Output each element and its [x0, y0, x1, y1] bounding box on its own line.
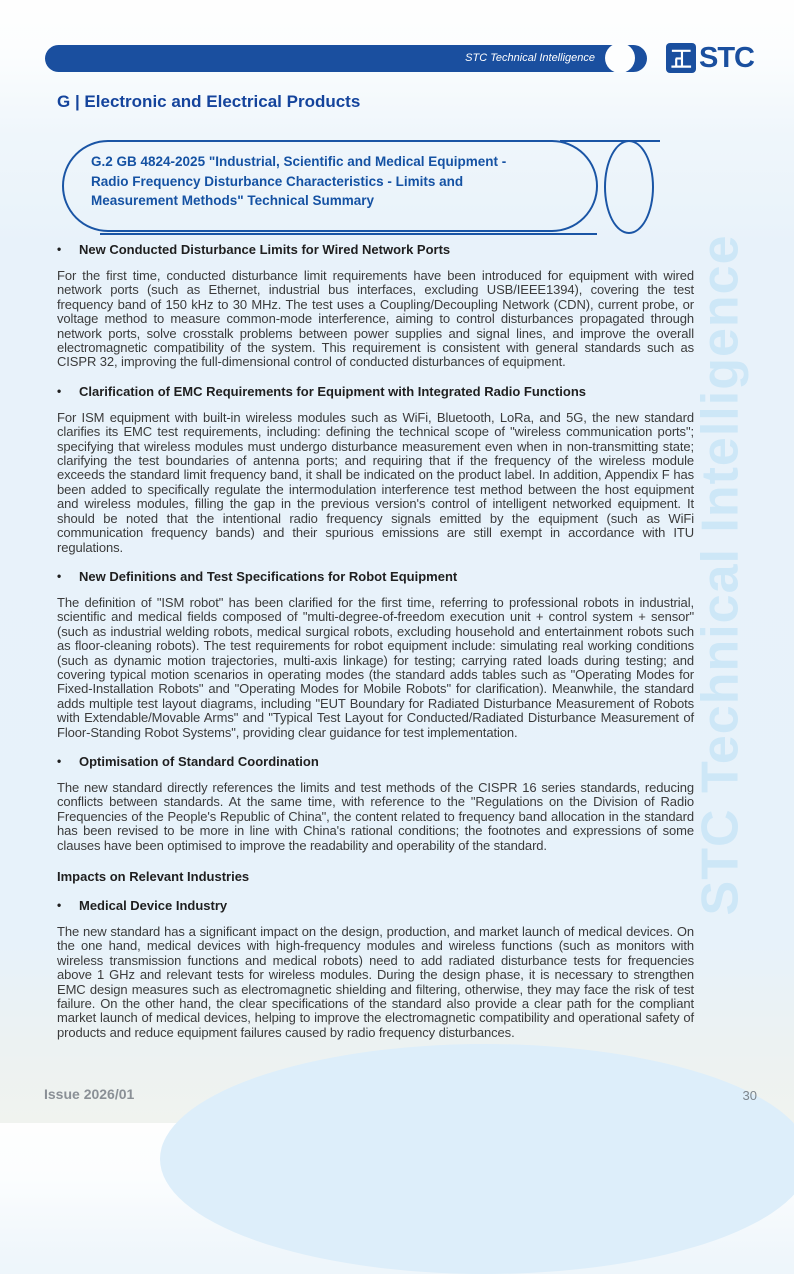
industries-impact-heading: Impacts on Relevant Industries [57, 869, 250, 884]
article-title-line: Measurement Methods" Technical Summary [91, 193, 374, 208]
header-banner-label: STC Technical Intelligence [465, 52, 595, 64]
bottom-decorative-ellipse [160, 1044, 794, 1274]
section-heading [57, 242, 694, 257]
stc-logo-text: STC [699, 42, 754, 74]
bullet-icon: • [57, 242, 62, 256]
watermark-vertical-text: STC Technical Intelligence [691, 234, 750, 916]
section-heading-label: New Definitions and Test Specifications for Robot Equipment [79, 568, 458, 584]
footer-issue-label: Issue 2026/01 [44, 1086, 135, 1102]
title-box-underline [100, 233, 597, 235]
header-banner-notch [605, 43, 635, 73]
zheng-character-icon [666, 43, 696, 73]
section-heading [57, 754, 694, 769]
article-title-line: Radio Frequency Disturbance Characteristics - Limits and [91, 173, 464, 189]
section-heading-label: Medical Device Industry [79, 898, 228, 913]
bullet-icon: • [57, 898, 62, 912]
article-body [57, 242, 694, 1040]
section-heading [57, 898, 694, 913]
article-title-line: G.2 GB 4824-2025 "Industrial, Scientific and Medical Equipment - [91, 154, 507, 169]
section-heading-label: Clarification of EMC Requirements for Equipment with Integrated Radio Functions [79, 383, 587, 399]
bullet-icon: • [57, 383, 62, 398]
header-banner [45, 45, 647, 72]
bullet-icon: • [57, 568, 62, 583]
section-heading [57, 384, 694, 399]
section-heading [57, 569, 694, 584]
footer-page-number: 30 [742, 1088, 757, 1103]
section-heading-label: Optimisation of Standard Coordination [79, 753, 319, 769]
title-box-top-line [560, 140, 660, 142]
article-title-box [62, 140, 598, 232]
section-paragraph: For the first time, conducted disturbance limit requirements have been introduced for equipment with wired network ports (such as Ethernet, industrial bus interfaces, excluding USB/IEEE1394), covering the test frequency band of 150 kHz to 30 MHz. The test uses a Coupling/Decoupling Network (CDN), current probe, or voltage method to measure common-mode interference, aiming to control disturbances propagated through network ports, solve crosstalk problems between power supplies and signal lines, and improve the overall electromagnetic compatibility of the system. This requirement is consistent with general standards such as CISPR 32, improving the full-dimensional control of conducted disturbances of equipment. [57, 268, 694, 370]
section-heading-label: New Conducted Disturbance Limits for Wired Network Ports [79, 242, 451, 257]
stc-logo [666, 43, 754, 73]
bullet-icon: • [57, 753, 62, 768]
section-paragraph: For ISM equipment with built-in wireless modules such as WiFi, Bluetooth, LoRa, and 5G, the new standard clarifies its EMC test requirements, including: defining the technical scope of "wireless communication ports"; specifying that wireless modules must undergo disturbance measurement even when in non-transmitting state; clarifying the test boundaries of antenna ports; and requiring that if the frequency of the wireless module exceeds the standard limit frequency band, it shall be indicated on the product label. In addition, Appendix F has been added to specifically regulate the intermodulation interference test method between the host equipment and wireless modules, filling the gap in the previous version's control of intelligent networked equipment. It should be noted that the intentional radio frequency signals emitted by the equipment (such as WiFi communication frequency bands) and their spurious emissions are still exempt in accordance with ITU regulations. [57, 409, 694, 555]
section-paragraph: The new standard has a significant impact on the design, production, and market launch of medical devices. On the one hand, medical devices with high-frequency modules and wireless functions (such as monitors with wireless transmission functions and medical robots) need to add radiated disturbance tests for frequencies above 1 GHz and relevant tests for wireless modules. During the design phase, it is necessary to strengthen EMC design measures such as electromagnetic shielding and filtering, otherwise, they may face the risk of test failure. On the other hand, the clear specifications of the standard also provide a clear path for the compliant market launch of medical devices, helping to improve the electromagnetic compatibility and operational safety of products and reduce equipment failures caused by radio frequency disturbances. [57, 924, 694, 1040]
section-paragraph: The new standard directly references the limits and test methods of the CISPR 16 series standards, reducing conflicts between standards. At the same time, with reference to the "Regulations on the Division of Radio Frequencies of the People's Republic of China", the content related to frequency band allocation in the standard has been revised to be more in line with China's rational conditions; the footnotes and expressions of some clauses have been optimised to improve the readability and operability of the standard. [57, 779, 694, 853]
page-section-heading: G | Electronic and Electrical Products [57, 92, 361, 111]
section-paragraph: The definition of "ISM robot" has been clarified for the first time, referring to professional robots in industrial, scientific and medical fields composed of "multi-degree-of-freedom execution unit + control system + sensor" (such as industrial welding robots, medical surgical robots, excluding household and entertainment robots such as floor-cleaning robots). The test requirements for robot equipment include: simulating real working conditions (such as dynamic motion trajectories, multi-axis linkage) for testing; carrying rated loads during testing; and covering typical motion scenarios in operating modes (the standard adds tables such as "Operating Modes for Fixed-Installation Robots" and "Operating Modes for Mobile Robots" for clarification). Meanwhile, the standard adds multiple test layout diagrams, including "EUT Boundary for Radiated Disturbance Measurement of Robots with Extendable/Movable Arms" and "Typical Test Layout for Conducted/Radiated Disturbance Measurement of Floor-Standing Robot Systems", providing clear guidance for test implementation. [57, 594, 694, 740]
title-decorative-ellipse [604, 140, 654, 234]
